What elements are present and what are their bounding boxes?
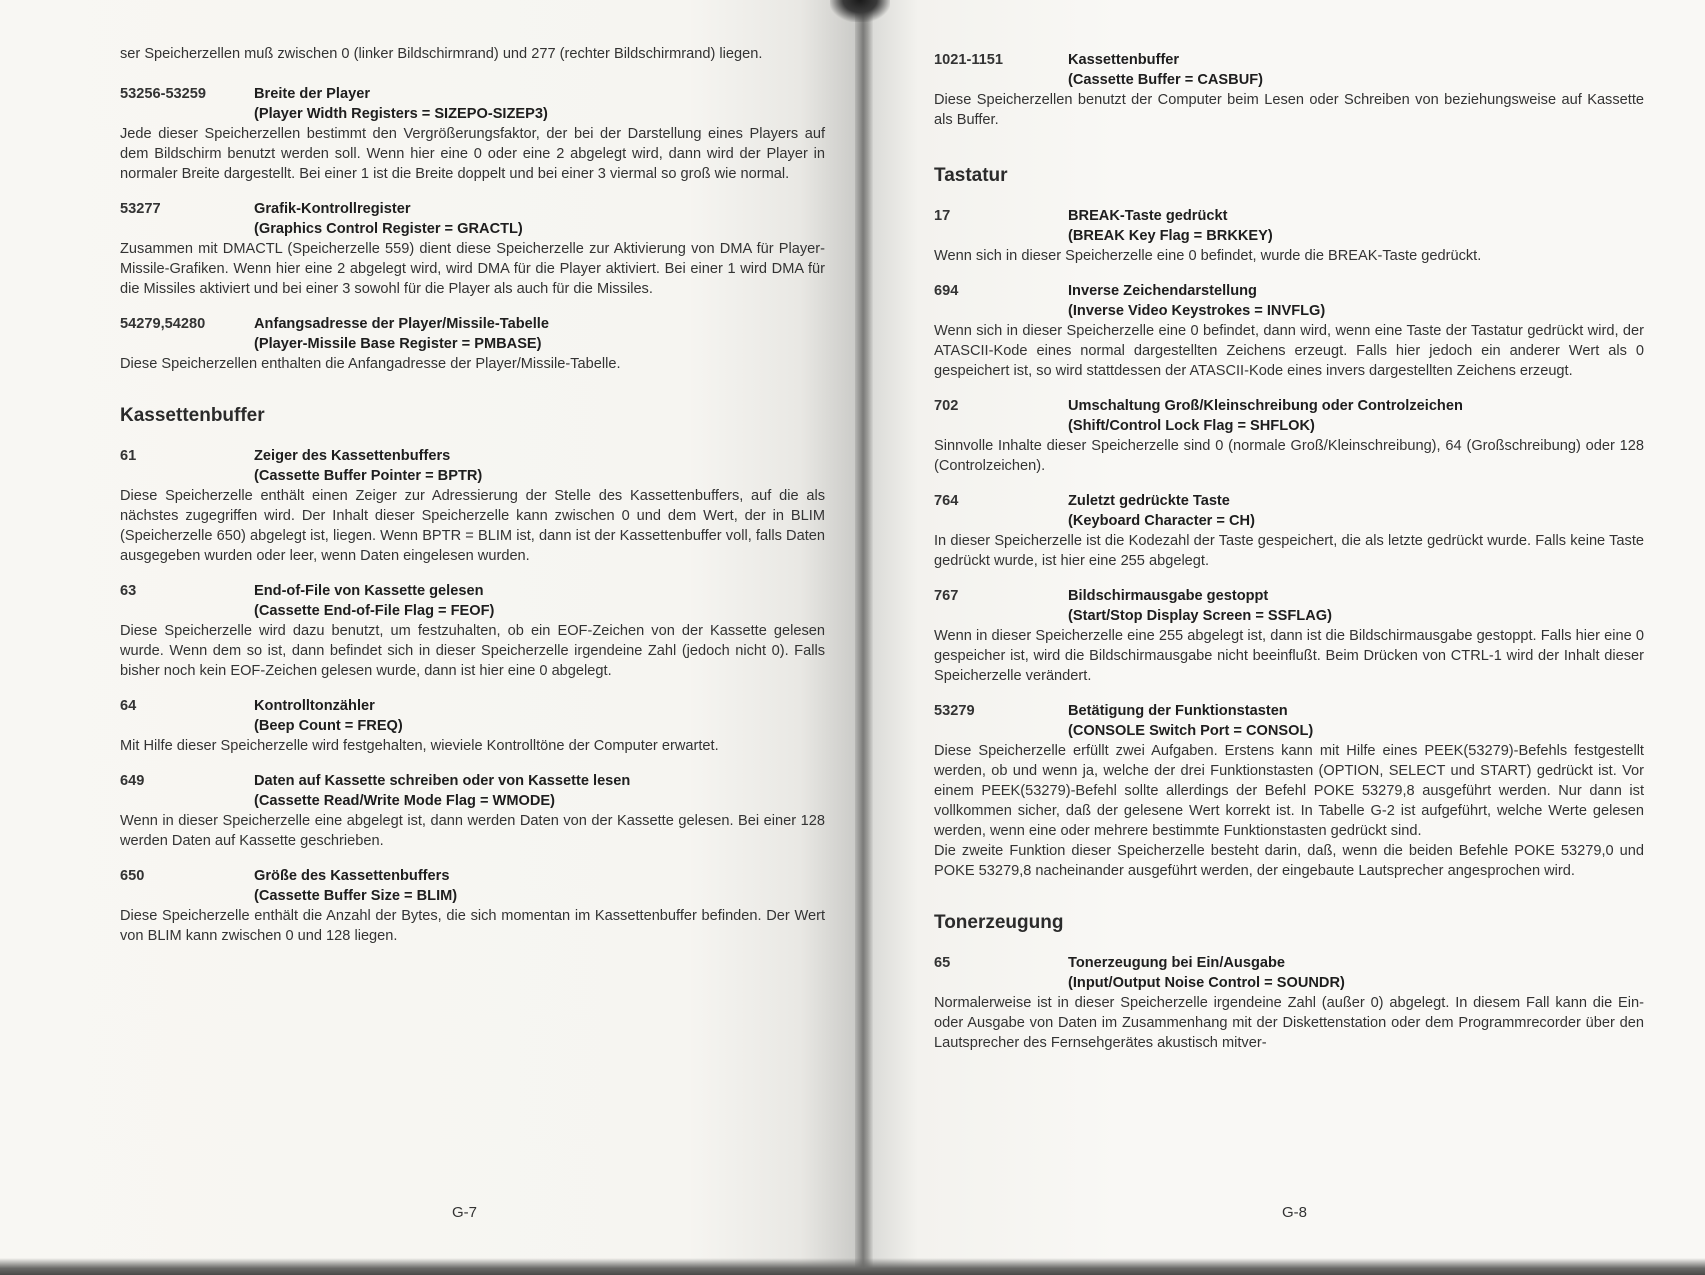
entry-description: Jede dieser Speicherzellen bestimmt den Vergrößerungsfaktor, der bei der Darstellung eines Players auf dem Bildschirm benutzt werden soll. Wenn hier eine 0 oder eine 2 abgelegt wird, dann wird der Player in normaler Breite dargestellt. Bei einer 1 ist die Breite doppelt und bei einer 3 viermal so groß wie normal. [120, 126, 825, 182]
entry-address: 17 [934, 208, 951, 224]
entry-address: 53277 [120, 201, 161, 217]
entry-register-name: (Player-Missile Base Register = PMBASE) [254, 336, 542, 352]
entry-title: Bildschirmausgabe gestoppt [1068, 588, 1269, 604]
binding-shadow [830, 0, 890, 22]
entry-767 [934, 586, 1644, 686]
entry-address: 694 [934, 283, 959, 299]
entry-title: Umschaltung Groß/Kleinschreibung oder Controlzeichen [1068, 398, 1463, 414]
left-page-content [120, 44, 825, 961]
section-title: Tonerzeugung [934, 912, 1064, 933]
entry-description: Diese Speicherzellen enthalten die Anfangadresse der Player/Missile-Tabelle. [120, 356, 621, 372]
entry-54279 [120, 314, 825, 374]
entry-register-name: (Keyboard Character = CH) [1068, 513, 1255, 529]
entry-53256 [120, 84, 825, 184]
book-gutter [855, 0, 873, 1275]
entry-53279 [934, 701, 1644, 881]
entry-description: Diese Speicherzelle enthält einen Zeiger zur Adressierung der Stelle des Kassettenbuffers, auf die als nächstes zugegriffen wird. Der Inhalt dieser Speicherzelle kann zwischen 0 und dem Wert, der in BLIM (Speicherzelle 650) abgelegt ist, liegen. Wenn BPTR = BLIM ist, dann ist der Kassettenbuffer voll, falls Daten ausgegeben wurden oder leer, wenn Daten eingelesen wurden. [120, 488, 825, 564]
entry-address: 53279 [934, 703, 975, 719]
entry-title: Größe des Kassettenbuffers [254, 868, 450, 884]
entry-description: Wenn in dieser Speicherzelle eine 255 abgelegt ist, dann ist die Bildschirmausgabe gestoppt. Falls hier eine 0 gespeicher ist, wird die Bildschirmausgabe nicht beeinflußt. Beim Drücken von CTRL-1 wird der Inhalt dieser Speicherzelle verändert. [934, 628, 1644, 684]
entry-address: 64 [120, 698, 137, 714]
entry-title: Breite der Player [254, 86, 371, 102]
entry-address: 767 [934, 588, 959, 604]
entry-address: 53256-53259 [120, 86, 207, 102]
entry-description: Diese Speicherzellen benutzt der Computer beim Lesen oder Schreiben von beziehungsweise auf Kassette als Buffer. [934, 92, 1644, 128]
entry-register-name: (CONSOLE Switch Port = CONSOL) [1068, 723, 1314, 739]
entry-register-name: (Cassette End-of-File Flag = FEOF) [254, 603, 495, 619]
entry-61 [120, 446, 825, 566]
page-edge-shadow [0, 1258, 1705, 1275]
entry-register-name: (Start/Stop Display Screen = SSFLAG) [1068, 608, 1332, 624]
entry-title: Kontrolltonzähler [254, 698, 375, 714]
entry-address: 54279,54280 [120, 316, 206, 332]
entry-address: 650 [120, 868, 145, 884]
entry-register-name: (BREAK Key Flag = BRKKEY) [1068, 228, 1273, 244]
lead-paragraph: ser Speicherzellen muß zwischen 0 (linker Bildschirmrand) und 277 (rechter Bildschirmrand) liegen. [120, 46, 763, 62]
entry-title: Kassettenbuffer [1068, 52, 1180, 68]
section-title: Tastatur [934, 165, 1008, 186]
entry-title: Zeiger des Kassettenbuffers [254, 448, 451, 464]
entry-title: Zuletzt gedrückte Taste [1068, 493, 1230, 509]
entry-register-name: (Cassette Buffer Size = BLIM) [254, 888, 458, 904]
entry-description: Mit Hilfe dieser Speicherzelle wird festgehalten, wieviele Kontrolltöne der Computer erwartet. [120, 738, 719, 754]
entry-description: Wenn sich in dieser Speicherzelle eine 0 befindet, wurde die BREAK-Taste gedrückt. [934, 248, 1482, 264]
entry-17 [934, 206, 1644, 266]
entry-65 [934, 953, 1644, 1053]
entry-address: 702 [934, 398, 959, 414]
entry-address: 764 [934, 493, 959, 509]
entry-register-name: (Graphics Control Register = GRACTL) [254, 221, 523, 237]
entry-694 [934, 281, 1644, 381]
entry-description: Sinnvolle Inhalte dieser Speicherzelle sind 0 (normale Groß/Kleinschreibung), 64 (Großschreibung) oder 128 (Controlzeichen). [934, 438, 1644, 474]
entry-description-continued: Die zweite Funktion dieser Speicherzelle besteht darin, daß, wenn die beiden Befehle POKE 53279,0 und POKE 53279,8 nacheinander ausgeführt werden, der eingebaute Lautsprecher angesprochen wird. [934, 843, 1644, 879]
entry-702 [934, 396, 1644, 476]
entry-title: Anfangsadresse der Player/Missile-Tabelle [254, 316, 549, 332]
entry-address: 63 [120, 583, 137, 599]
entry-address: 1021-1151 [934, 52, 1003, 68]
entry-title: Tonerzeugung bei Ein/Ausgabe [1068, 955, 1286, 971]
entry-register-name: (Cassette Read/Write Mode Flag = WMODE) [254, 793, 555, 809]
right-page [868, 0, 1705, 1275]
entry-title: Grafik-Kontrollregister [254, 201, 411, 217]
entry-register-name: (Cassette Buffer Pointer = BPTR) [254, 468, 483, 484]
entry-address: 649 [120, 773, 145, 789]
page-number: G-7 [452, 1204, 478, 1221]
entry-1021 [934, 50, 1644, 130]
entry-description: Diese Speicherzelle wird dazu benutzt, um festzuhalten, ob ein EOF-Zeichen von der Kassette gelesen wurde. Wenn dem so ist, dann befindet sich in dieser Speicherzelle irgendeine Zahl (jedoch nicht 0). Falls bisher noch kein EOF-Zeichen gelesen wurde, dann ist hier eine 0 abgelegt. [120, 623, 825, 679]
entry-title: BREAK-Taste gedrückt [1068, 208, 1228, 224]
entry-title: Inverse Zeichendarstellung [1068, 283, 1257, 299]
entry-description: Diese Speicherzelle erfüllt zwei Aufgaben. Erstens kann mit Hilfe eines PEEK(53279)-Befehls festgestellt werden, ob und wenn ja, welche der drei Funktionstasten (OPTION, SELECT und START) gedrückt ist. Vor einem PEEK(53279)-Befehl sollte allerdings der Befehl POKE 53279,8 ausgeführt werden. Nur dann ist vollkommen sicher, daß der gelesene Wert korrekt ist. In Tabelle G-2 ist aufgeführt, welche Werte gelesen werden, wenn eine oder mehrere bestimmte Funktionstasten gedrückt sind. [934, 743, 1644, 839]
entry-title: Betätigung der Funktionstasten [1068, 703, 1288, 719]
entry-650 [120, 866, 825, 946]
entry-register-name: (Shift/Control Lock Flag = SHFLOK) [1068, 418, 1315, 434]
entry-63 [120, 581, 825, 681]
entry-description: Wenn in dieser Speicherzelle eine abgelegt ist, dann werden Daten von der Kassette gelesen. Bei einer 128 werden Daten auf Kassette geschrieben. [120, 813, 825, 849]
entry-title: End-of-File von Kassette gelesen [254, 583, 484, 599]
entry-register-name: (Inverse Video Keystrokes = INVFLG) [1068, 303, 1326, 319]
entry-register-name: (Input/Output Noise Control = SOUNDR) [1068, 975, 1345, 991]
page-number: G-8 [1282, 1204, 1308, 1221]
entry-title: Daten auf Kassette schreiben oder von Kassette lesen [254, 773, 631, 789]
entry-register-name: (Player Width Registers = SIZEPO-SIZEP3) [254, 106, 548, 122]
entry-description: Diese Speicherzelle enthält die Anzahl der Bytes, die sich momentan im Kassettenbuffer befinden. Der Wert von BLIM kann zwischen 0 und 128 liegen. [120, 908, 825, 944]
entry-64 [120, 696, 825, 756]
entry-53277 [120, 199, 825, 299]
entry-description: Normalerweise ist in dieser Speicherzelle irgendeine Zahl (außer 0) abgelegt. In diesem Fall kann die Ein- oder Ausgabe von Daten im Zusammenhang mit der Diskettenstation oder dem Programmrecorder über den Lautsprecher des Fernsehgerätes akustisch mitver- [934, 995, 1644, 1051]
entry-764 [934, 491, 1644, 571]
entry-address: 65 [934, 955, 951, 971]
entry-649 [120, 771, 825, 851]
entry-register-name: (Beep Count = FREQ) [254, 718, 403, 734]
section-title: Kassettenbuffer [120, 405, 265, 426]
entry-register-name: (Cassette Buffer = CASBUF) [1068, 72, 1264, 88]
entry-address: 61 [120, 448, 137, 464]
entry-description: In dieser Speicherzelle ist die Kodezahl der Taste gespeichert, die als letzte gedrückt wurde. Falls keine Taste gedrückt wurde, ist hier eine 255 abgelegt. [934, 533, 1644, 569]
entry-description: Wenn sich in dieser Speicherzelle eine 0 befindet, dann wird, wenn eine Taste der Tastatur gedrückt wird, der ATASCII-Kode eines normal dargestellten Zeichens erzeugt. Falls hier jedoch ein anderer Wert als 0 gespeichert ist, so wird stattdessen der ATASCII-Kode eines invers dargestellten Zeichens erzeugt. [934, 323, 1644, 379]
right-page-content [934, 50, 1644, 1068]
entry-description: Zusammen mit DMACTL (Speicherzelle 559) dient diese Speicherzelle zur Aktivierung von DMA für Player-Missile-Grafiken. Wenn hier eine 2 abgelegt wird, wird DMA für die Player aktiviert. Bei einer 1 wird DMA für die Missiles aktiviert und bei einer 3 sowohl für die Player als auch für die Missiles. [120, 241, 825, 297]
